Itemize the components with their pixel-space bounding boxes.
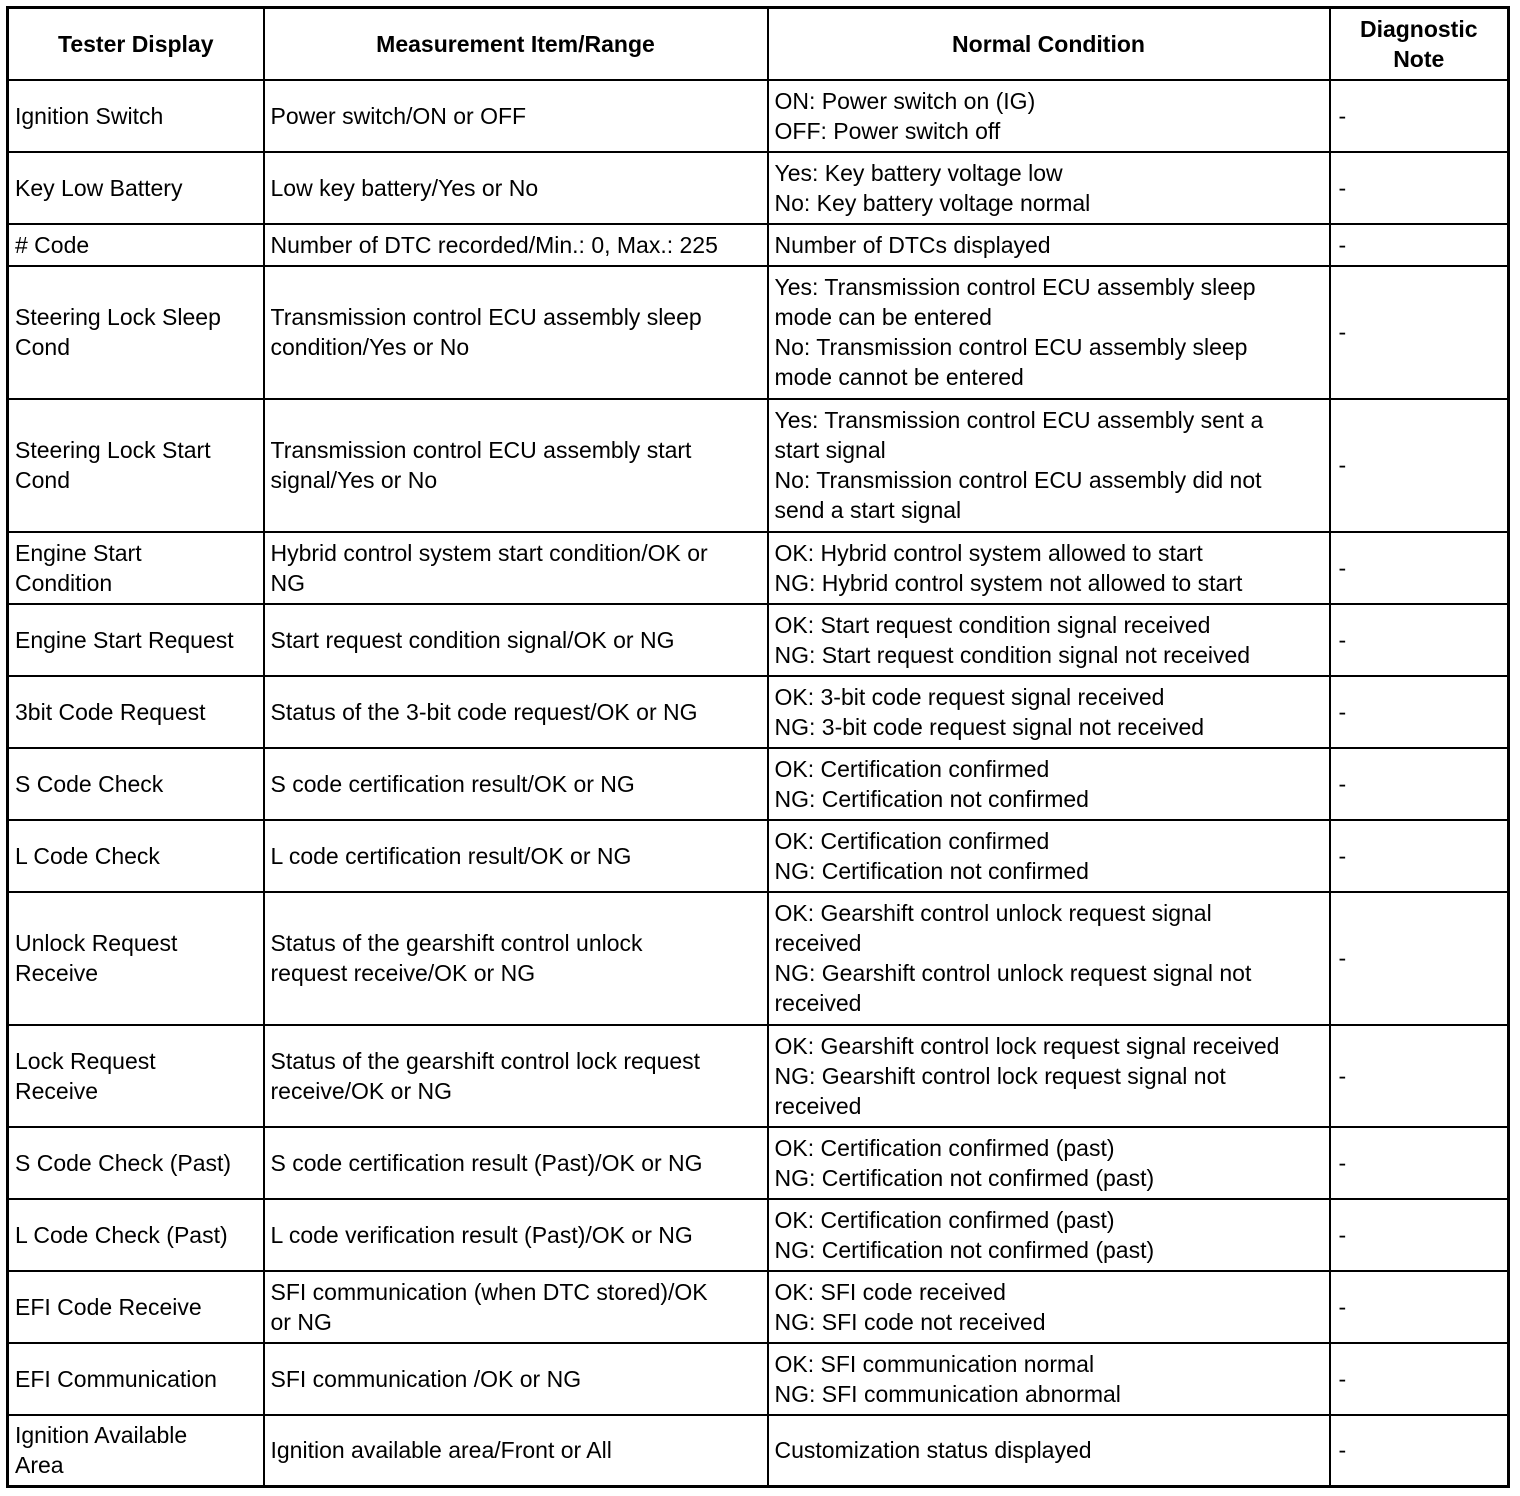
header-row: [8, 8, 1509, 80]
table-row: [8, 224, 1509, 266]
cell-normal-condition: OK: Certification confirmed (past) NG: Certification not confirmed (past): [768, 1199, 1330, 1271]
table-row: [8, 604, 1509, 676]
table-row: [8, 892, 1509, 1025]
cell-measurement: Transmission control ECU assembly sleep condition/Yes or No: [264, 266, 768, 399]
cell-measurement: Hybrid control system start condition/OK or NG: [264, 532, 768, 604]
cell-measurement: L code certification result/OK or NG: [264, 820, 768, 892]
cell-normal-condition: OK: Certification confirmed NG: Certification not confirmed: [768, 820, 1330, 892]
table-header: [8, 8, 1509, 80]
table-row: [8, 820, 1509, 892]
cell-normal-condition: Yes: Transmission control ECU assembly sent a start signal No: Transmission control ECU assembly did not send a start signal: [768, 399, 1330, 532]
cell-normal-condition: OK: Start request condition signal received NG: Start request condition signal not received: [768, 604, 1330, 676]
cell-normal-condition: Customization status displayed: [768, 1415, 1330, 1487]
data-list-table: [6, 6, 1510, 1488]
cell-diagnostic-note: -: [1330, 1415, 1509, 1487]
cell-tester-display: S Code Check: [8, 748, 264, 820]
cell-tester-display: Engine Start Condition: [8, 532, 264, 604]
cell-diagnostic-note: -: [1330, 532, 1509, 604]
cell-normal-condition: OK: Gearshift control lock request signal received NG: Gearshift control lock request signal not received: [768, 1025, 1330, 1127]
cell-measurement: SFI communication /OK or NG: [264, 1343, 768, 1415]
table-row: [8, 532, 1509, 604]
cell-tester-display: Ignition Switch: [8, 80, 264, 152]
table-row: [8, 676, 1509, 748]
cell-measurement: Low key battery/Yes or No: [264, 152, 768, 224]
cell-measurement: Start request condition signal/OK or NG: [264, 604, 768, 676]
header-diagnostic-note: Diagnostic Note: [1330, 8, 1509, 80]
table-row: [8, 80, 1509, 152]
table-row: [8, 1415, 1509, 1487]
table-row: [8, 1343, 1509, 1415]
cell-diagnostic-note: -: [1330, 1025, 1509, 1127]
cell-normal-condition: ON: Power switch on (IG) OFF: Power switch off: [768, 80, 1330, 152]
table-row: [8, 748, 1509, 820]
cell-tester-display: L Code Check (Past): [8, 1199, 264, 1271]
cell-normal-condition: OK: SFI code received NG: SFI code not received: [768, 1271, 1330, 1343]
cell-diagnostic-note: -: [1330, 748, 1509, 820]
cell-measurement: Status of the gearshift control lock request receive/OK or NG: [264, 1025, 768, 1127]
table-row: [8, 1025, 1509, 1127]
cell-measurement: S code certification result (Past)/OK or NG: [264, 1127, 768, 1199]
table-row: [8, 1199, 1509, 1271]
cell-normal-condition: OK: Certification confirmed NG: Certification not confirmed: [768, 748, 1330, 820]
cell-tester-display: S Code Check (Past): [8, 1127, 264, 1199]
cell-diagnostic-note: -: [1330, 266, 1509, 399]
cell-measurement: Ignition available area/Front or All: [264, 1415, 768, 1487]
cell-diagnostic-note: -: [1330, 676, 1509, 748]
cell-normal-condition: OK: Hybrid control system allowed to start NG: Hybrid control system not allowed to start: [768, 532, 1330, 604]
table-row: [8, 399, 1509, 532]
cell-diagnostic-note: -: [1330, 80, 1509, 152]
cell-normal-condition: Yes: Key battery voltage low No: Key battery voltage normal: [768, 152, 1330, 224]
cell-normal-condition: OK: 3-bit code request signal received NG: 3-bit code request signal not received: [768, 676, 1330, 748]
table-row: [8, 1127, 1509, 1199]
cell-normal-condition: OK: Gearshift control unlock request signal received NG: Gearshift control unlock request signal not received: [768, 892, 1330, 1025]
header-normal-condition: Normal Condition: [768, 8, 1330, 80]
cell-tester-display: # Code: [8, 224, 264, 266]
cell-tester-display: Unlock Request Receive: [8, 892, 264, 1025]
cell-normal-condition: OK: SFI communication normal NG: SFI communication abnormal: [768, 1343, 1330, 1415]
cell-diagnostic-note: -: [1330, 604, 1509, 676]
cell-measurement: Number of DTC recorded/Min.: 0, Max.: 225: [264, 224, 768, 266]
table-body: [8, 80, 1509, 1487]
header-measurement-item: Measurement Item/Range: [264, 8, 768, 80]
cell-tester-display: Steering Lock Start Cond: [8, 399, 264, 532]
cell-tester-display: Steering Lock Sleep Cond: [8, 266, 264, 399]
cell-measurement: S code certification result/OK or NG: [264, 748, 768, 820]
table-row: [8, 266, 1509, 399]
header-tester-display: Tester Display: [8, 8, 264, 80]
cell-tester-display: Lock Request Receive: [8, 1025, 264, 1127]
cell-diagnostic-note: -: [1330, 399, 1509, 532]
cell-normal-condition: Number of DTCs displayed: [768, 224, 1330, 266]
cell-diagnostic-note: -: [1330, 1271, 1509, 1343]
cell-tester-display: Ignition Available Area: [8, 1415, 264, 1487]
cell-tester-display: Engine Start Request: [8, 604, 264, 676]
cell-diagnostic-note: -: [1330, 1127, 1509, 1199]
cell-measurement: Status of the 3-bit code request/OK or NG: [264, 676, 768, 748]
cell-diagnostic-note: -: [1330, 820, 1509, 892]
cell-measurement: Power switch/ON or OFF: [264, 80, 768, 152]
cell-diagnostic-note: -: [1330, 1199, 1509, 1271]
table-row: [8, 1271, 1509, 1343]
cell-diagnostic-note: -: [1330, 152, 1509, 224]
cell-tester-display: L Code Check: [8, 820, 264, 892]
table-row: [8, 152, 1509, 224]
cell-measurement: Status of the gearshift control unlock request receive/OK or NG: [264, 892, 768, 1025]
cell-tester-display: EFI Code Receive: [8, 1271, 264, 1343]
cell-tester-display: 3bit Code Request: [8, 676, 264, 748]
cell-measurement: L code verification result (Past)/OK or NG: [264, 1199, 768, 1271]
cell-diagnostic-note: -: [1330, 1343, 1509, 1415]
cell-tester-display: EFI Communication: [8, 1343, 264, 1415]
cell-measurement: Transmission control ECU assembly start signal/Yes or No: [264, 399, 768, 532]
cell-diagnostic-note: -: [1330, 224, 1509, 266]
cell-measurement: SFI communication (when DTC stored)/OK or NG: [264, 1271, 768, 1343]
cell-diagnostic-note: -: [1330, 892, 1509, 1025]
cell-tester-display: Key Low Battery: [8, 152, 264, 224]
cell-normal-condition: OK: Certification confirmed (past) NG: Certification not confirmed (past): [768, 1127, 1330, 1199]
cell-normal-condition: Yes: Transmission control ECU assembly sleep mode can be entered No: Transmission control ECU assembly sleep mode cannot be entered: [768, 266, 1330, 399]
